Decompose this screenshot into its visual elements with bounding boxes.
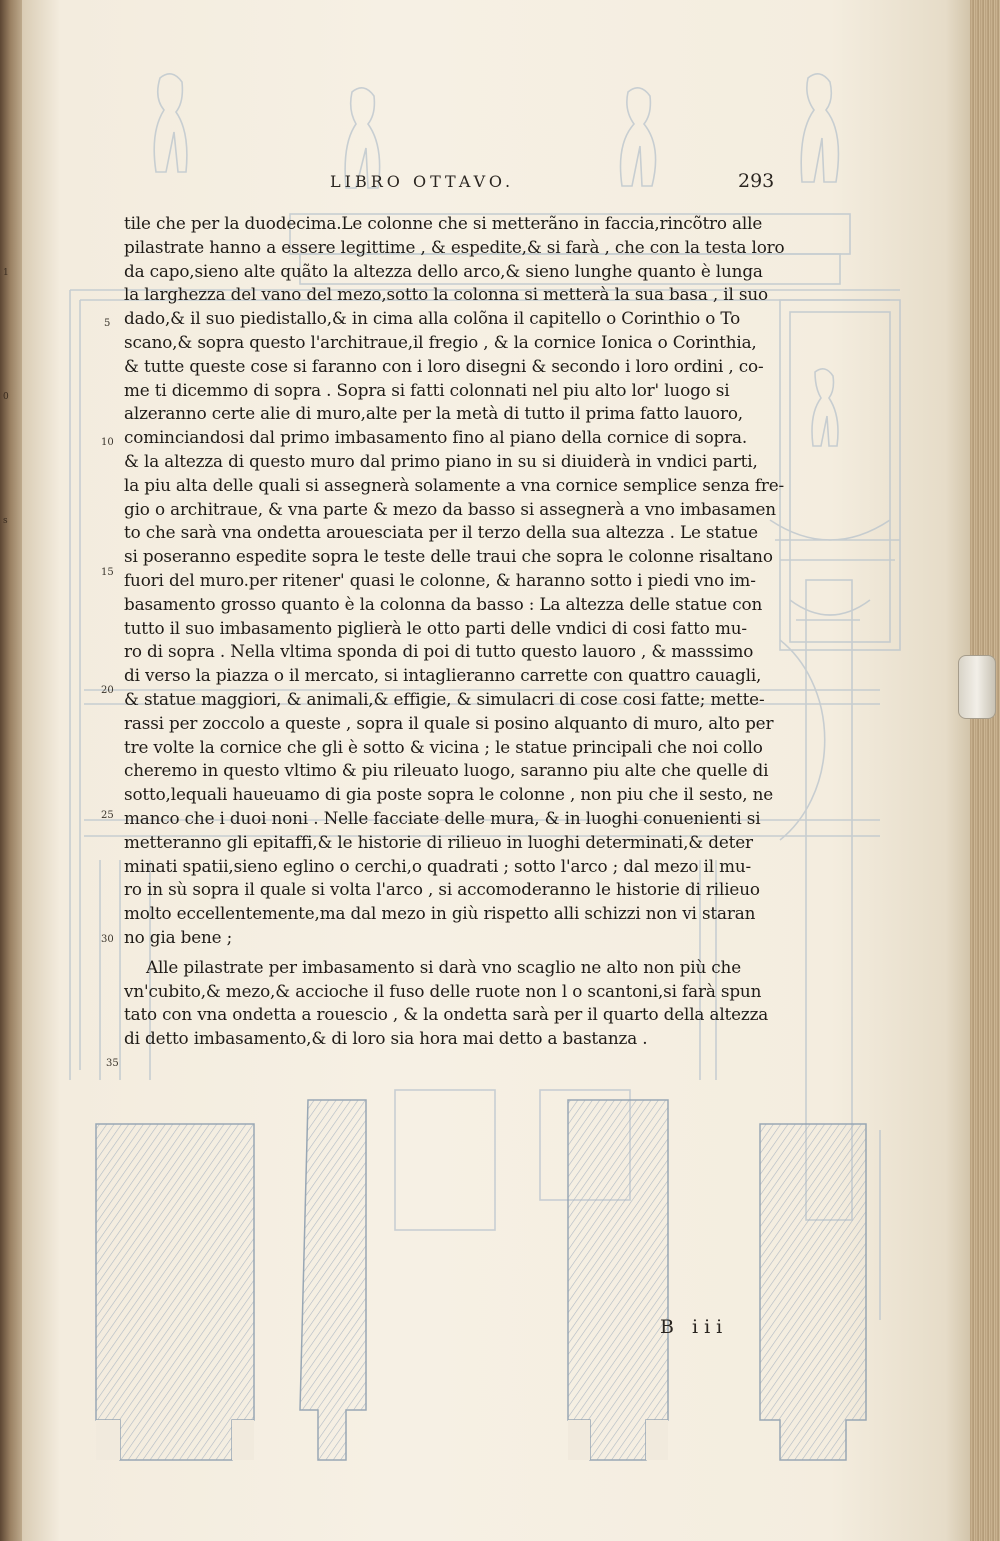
text-line: Alle pilastrate per imbasamento si darà vno scaglio ne alto non più che [146, 956, 741, 977]
page-header [330, 172, 790, 202]
text-line: di detto imbasamento,& di loro sia hora mai detto a bastanza . [124, 1028, 648, 1049]
text-line: scano,& sopra questo l'architraue,il fregio , & la cornice Ionica o Corinthia, [124, 331, 757, 352]
text-line: & statue maggiori, & animali,& effigie, & simulacri di cose cosi fatte; mette- [124, 688, 765, 709]
text-line: vn'cubito,& mezo,& accioche il fuso delle ruote non l o scantoni,si farà spun [124, 980, 762, 1001]
text-line: gio o architraue, & vna parte & mezo da basso si assegnerà a vno imbasamen [124, 498, 776, 519]
text-line: metteranno gli epitaffi,& le historie di rilieuo in luoghi determinati,& deter [124, 831, 753, 852]
text-line: la larghezza del vano del mezo,sotto la colonna si metterà la sua basa , il suo [124, 284, 768, 305]
text-line: molto eccellentemente,ma dal mezo in giù rispetto alli schizzi non vi staran [124, 903, 756, 924]
text-line: sotto,lequali haueuamo di gia poste sopra le colonne , non piu che il sesto, ne [124, 784, 774, 805]
text-line: pilastrate hanno a essere legittime , & espedite,& si farà , che con la testa loro [124, 236, 785, 257]
text-line: dado,& il suo piedistallo,& in cima alla colõna il capitello o Corinthio o To [124, 308, 741, 329]
text-line: rassi per zoccolo a queste , sopra il quale si posino alquanto di muro, alto per [124, 712, 774, 733]
line-number: 10 [101, 437, 114, 448]
text-line: tre volte la cornice che gli è sotto & vicina ; le statue principali che noi collo [124, 736, 763, 757]
text-line: me ti dicemmo di sopra . Sopra si fatti colonnati nel piu alto lor' luogo si [124, 379, 730, 400]
text-line: fuori del muro.per ritener' quasi le colonne, & haranno sotto i piedi vno im- [124, 569, 756, 590]
body-text [124, 212, 796, 1051]
line-number: 30 [101, 934, 114, 945]
text-line: cheremo in questo vltimo & piu rileuato luogo, saranno piu alte che quelle di [124, 760, 769, 781]
text-line: tile che per la duodecima.Le colonne che si metterãno in faccia,rincõtro alle [124, 213, 763, 233]
text-line: no gia bene ; [124, 926, 233, 947]
text-line: & tutte queste cose si faranno con i loro disegni & secondo i loro ordini , co- [124, 355, 764, 376]
text-line: cominciandosi dal primo imbasamento fino al piano della cornice di sopra. [124, 427, 748, 448]
page-clip [958, 655, 996, 719]
text-line: ro di sopra . Nella vltima sponda di poi di tutto questo lauoro , & masssimo [124, 641, 754, 662]
line-number: 15 [101, 567, 114, 578]
text-line: minati spatii,sieno eglino o cerchi,o quadrati ; sotto l'arco ; dal mezo il mu- [124, 855, 752, 876]
text-line: & la altezza di questo muro dal primo piano in su si diuiderà in vndici parti, [124, 450, 758, 471]
line-number: 5 [104, 318, 111, 329]
text-line: di verso la piazza o il mercato, si intaglieranno carrette con quattro cauagli, [124, 665, 762, 686]
text-line: la piu alta delle quali si assegnerà solamente a vna cornice semplice senza fre- [124, 474, 785, 495]
folio-number: 293 [738, 170, 775, 192]
text-line: alzeranno certe alie di muro,alte per la metà di tutto il prima fatto lauoro, [124, 403, 743, 424]
edge-mark: 0 [3, 392, 9, 402]
line-number: 35 [106, 1058, 119, 1069]
text-line: tutto il suo imbasamento piglierà le otto parti delle vndici di cosi fatto mu- [124, 617, 747, 638]
edge-mark: 1 [3, 268, 9, 278]
running-head: LIBRO OTTAVO. [330, 172, 515, 191]
text-line: ro in sù sopra il quale si volta l'arco , si accomoderanno le historie di rilieuo [124, 879, 760, 900]
text-line: to che sarà vna ondetta arouesciata per il terzo della sua altezza . Le statue [124, 522, 758, 543]
signature-mark: B iii [660, 1316, 729, 1338]
text-line: si poseranno espedite sopra le teste delle traui che sopra le colonne risaltano [124, 546, 773, 567]
edge-mark: s [3, 516, 8, 526]
text-line: basamento grosso quanto è la colonna da basso : La altezza delle statue con [124, 593, 763, 614]
text-line: manco che i duoi noni . Nelle facciate delle mura, & in luoghi conuenienti si [124, 807, 761, 828]
line-number: 20 [101, 685, 114, 696]
text-line: da capo,sieno alte quãto la altezza dello arco,& sieno lunghe quanto è lunga [124, 260, 763, 281]
line-number: 25 [101, 810, 114, 821]
text-line: tato con vna ondetta a rouescio , & la ondetta sarà per il quarto della altezza [124, 1004, 769, 1025]
